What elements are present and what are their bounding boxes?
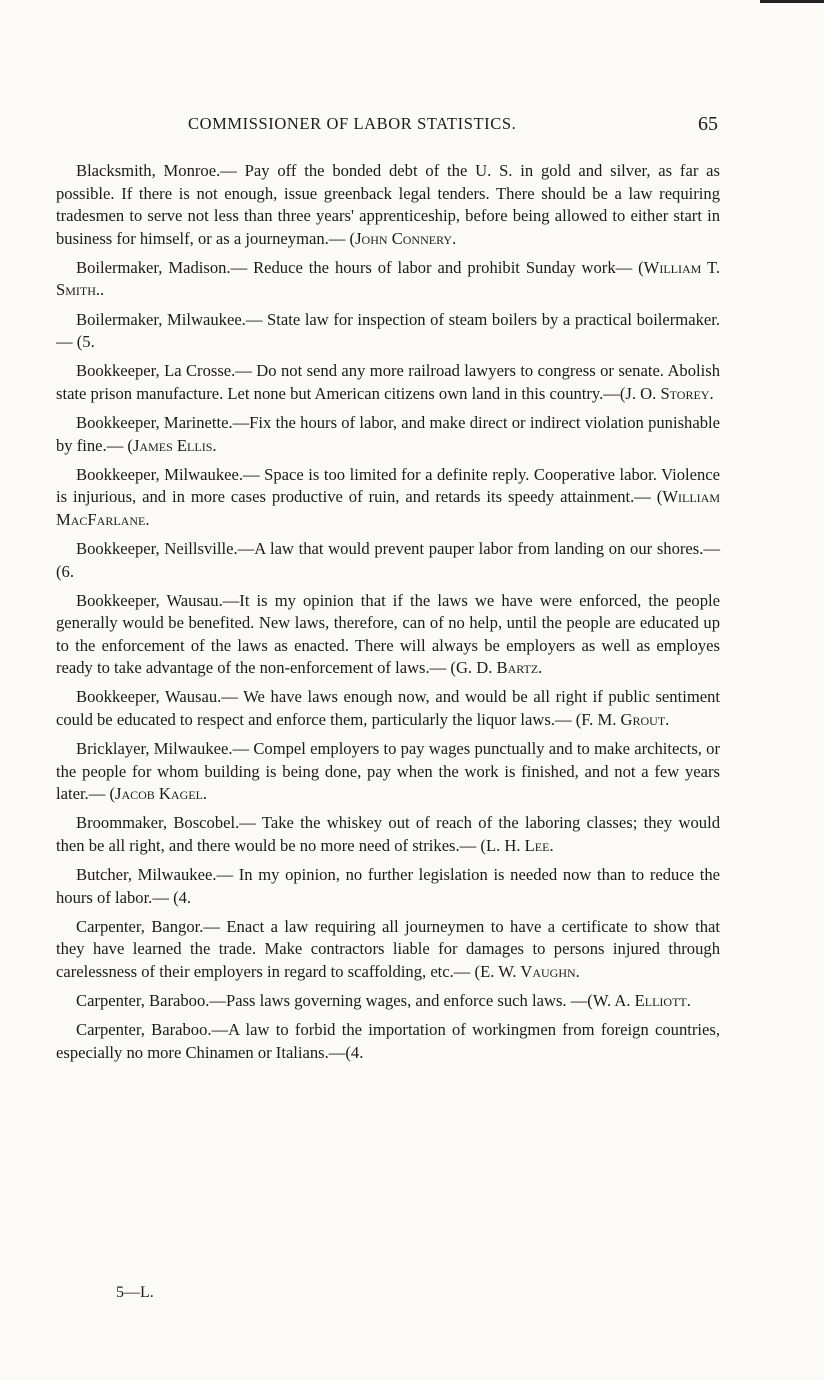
entry-bookkeeper-milwaukee: Bookkeeper, Milwaukee.— Space is too limited for a definite reply. Cooperative labor. Violence is injurious, and in more cases productive of ruin, and retards its speedy attainment.— (William MacFarlane. [56,464,720,529]
signature: John Connery. [355,228,457,248]
signature: William T. Smith.. [56,257,720,300]
page-number: 65 [698,113,718,135]
entry-carpenter-baraboo-2: Carpenter, Baraboo.—A law to forbid the importation of workingmen from foreign countries, especially no more Chinamen or Italians.—(4. [56,1020,720,1062]
entries-list [56,160,720,1071]
entry-butcher-milwaukee: Butcher, Milwaukee.— In my opinion, no further legislation is needed now than to reduce the hours of labor.— (4. [56,865,720,907]
signature: L. H. Lee. [485,836,554,856]
entry-carpenter-baraboo-1: Carpenter, Baraboo.—Pass laws governing wages, and enforce such laws. —(W. A. Elliott. [76,991,691,1011]
running-head: COMMISSIONER OF LABOR STATISTICS. [188,114,517,133]
entry-bookkeeper-wausau-2: Bookkeeper, Wausau.— We have laws enough now, and would be all right if public sentiment could be educated to respect and enforce them, particularly the liquor laws.— (F. M. Grout. [56,687,720,730]
printer-signature-mark: 5—L. [116,1284,154,1301]
entry-bookkeeper-neillsville: Bookkeeper, Neillsville.—A law that would prevent pauper labor from landing on our shores.— (6. [56,538,720,581]
signature: E. W. Vaughn. [480,962,580,981]
entry-boilermaker-milwaukee: Boilermaker, Milwaukee.— State law for inspection of steam boilers by a practical boilermaker.— (5. [56,309,720,352]
signature: F. M. Grout. [581,710,670,730]
entry-boilermaker-madison: Boilermaker, Madison.— Reduce the hours of labor and prohibit Sunday work— (William T. Smith.. [56,257,720,300]
entry-blacksmith-monroe: Blacksmith, Monroe.— Pay off the bonded debt of the U. S. in gold and silver, as far as possible. If there is not enough, issue greenback legal tenders. There should be a law requiring tradesmen to serve not less than three years' apprenticeship, before being allowed to either start in business for himself, or as a journeyman.— (John Connery. [56,161,720,248]
entry-broommaker-boscobel: Broommaker, Boscobel.— Take the whiskey out of reach of the laboring classes; they would then be all right, and there would be no more need of strikes.— (L. H. Lee. [56,813,720,856]
signature: G. D. Bartz. [455,658,543,678]
entry-bricklayer-milwaukee: Bricklayer, Milwaukee.— Compel employers to pay wages punctually and to make architects, or the people for whom building is being done, pay when the work is finished, and not a few years later.— (Jacob Kagel. [56,739,720,804]
signature: James Ellis. [132,435,217,455]
signature: W. A. Elliott. [592,991,691,1011]
top-edge-rule [760,0,824,3]
signature: Jacob Kagel. [114,784,208,804]
entry-carpenter-bangor: Carpenter, Bangor.— Enact a law requiring all journeymen to have a certificate to show that they have learned the trade. Make contractors liable for damages to persons injured through carelessness of their employers in regard to scaffolding, etc.— (E. W. Vaughn. [56,916,720,981]
signature: William MacFarlane. [56,487,720,529]
entry-bookkeeper-la-crosse: Bookkeeper, La Crosse.— Do not send any more railroad lawyers to congress or senate. Abolish state prison manufacture. Let none but American citizens own land in this country.—(J. O. Storey. [56,361,720,403]
page-header [50,114,740,144]
entry-bookkeeper-marinette: Bookkeeper, Marinette.—Fix the hours of labor, and make direct or indirect violation punishable by fine.— (James Ellis. [56,412,720,455]
entry-bookkeeper-wausau-1: Bookkeeper, Wausau.—It is my opinion that if the laws we have were enforced, the people generally would be benefited. New laws, therefore, can of no help, until the people are educated up to the enforcement of the laws as enacted. There will always be employers as well as employes ready to take advantage of the non-enforcement of laws.— (G. D. Bartz. [56,590,720,678]
signature: J. O. Storey. [625,383,714,403]
